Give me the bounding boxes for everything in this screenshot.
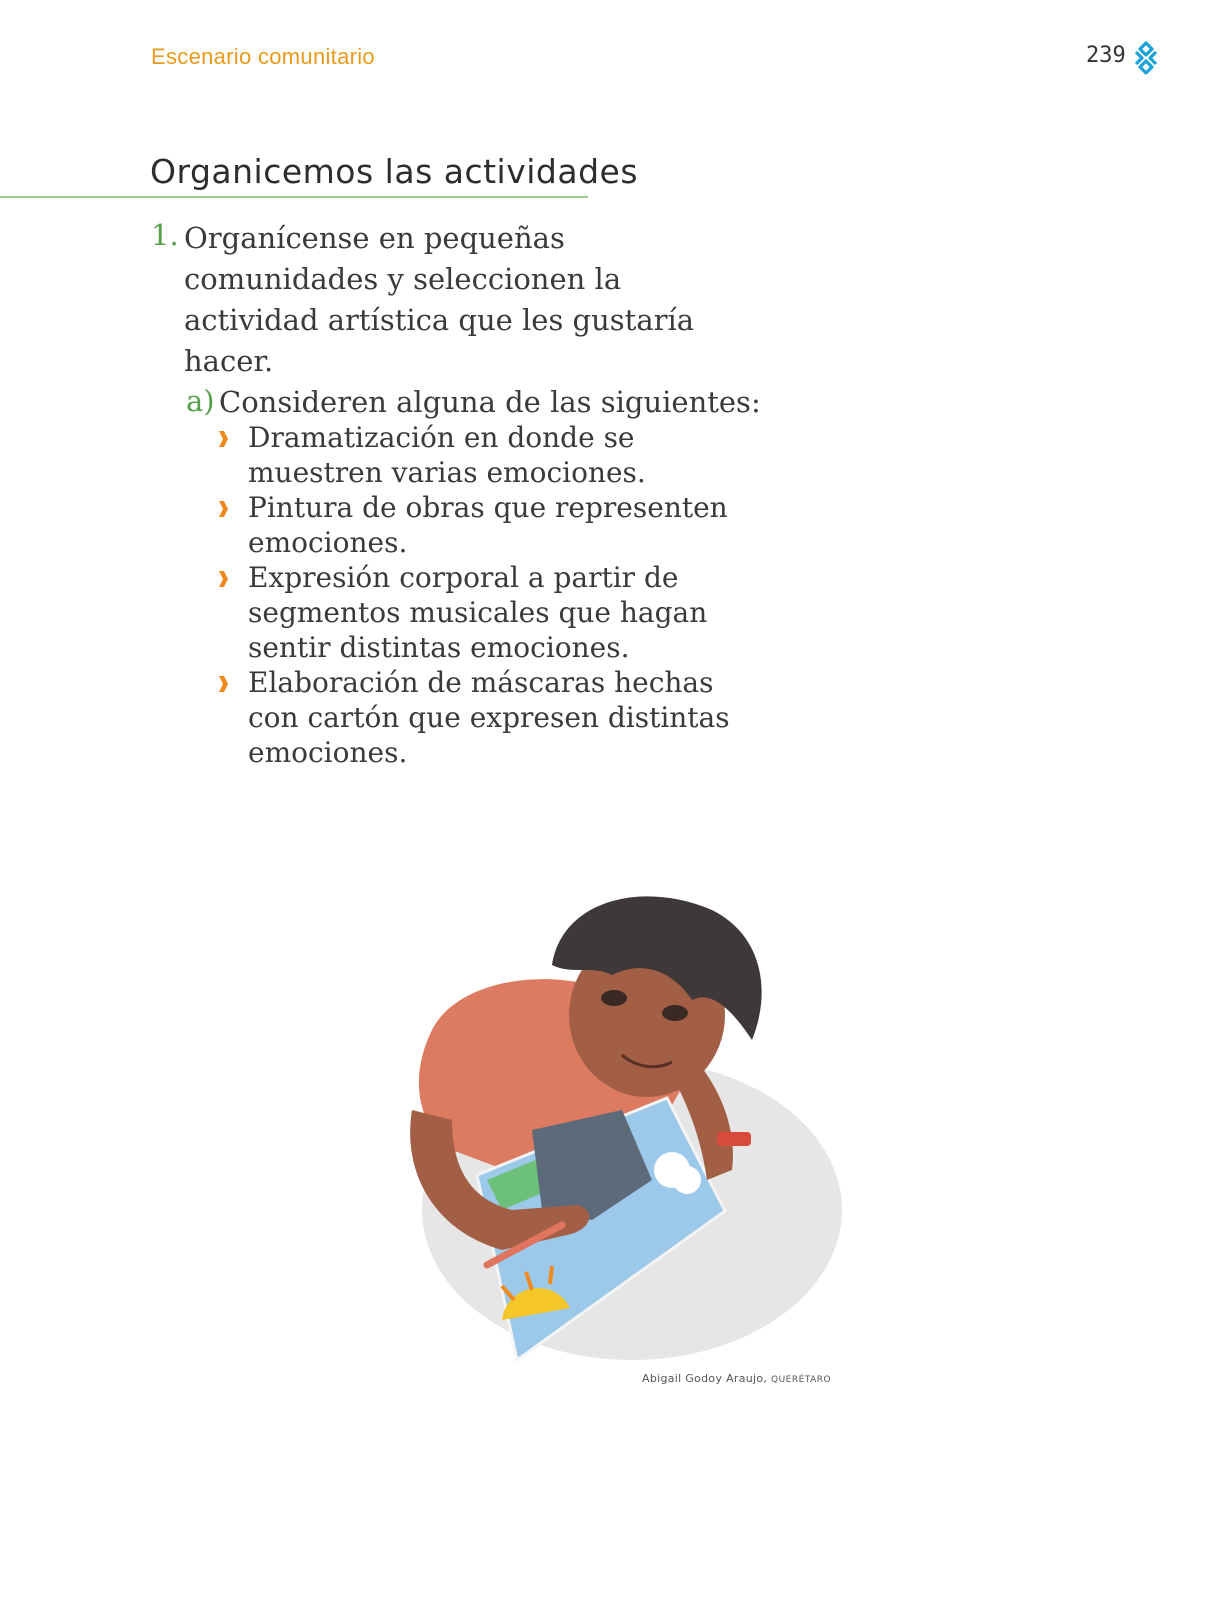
page-number: 239 (1086, 43, 1126, 68)
section-title: Organicemos las actividades (150, 152, 639, 191)
chevron-bullet-icon (218, 500, 229, 518)
activity-text: Organícense en pequeñas comunidades y seleccionen la actividad artística que les gustaría hacer. (184, 221, 695, 378)
list-item-text: Pintura de obras que representen emociones. (248, 491, 728, 559)
chevron-bullet-icon (218, 430, 229, 448)
cross-pattern-logo-icon (1131, 40, 1161, 76)
sub-item-text: Consideren alguna de las siguientes: (219, 385, 761, 419)
list-item-text: Expresión corporal a partir de segmentos musicales que hagan sentir distintas emociones. (248, 561, 708, 664)
list-item (218, 665, 738, 770)
running-head: Escenario comunitario (151, 44, 375, 69)
illustration-credit (642, 1372, 831, 1385)
activity-number: 1. (151, 218, 179, 252)
chevron-bullet-icon (218, 570, 229, 588)
list-item (218, 420, 738, 490)
list-item-text: Elaboración de máscaras hechas con cartón que expresen distintas emociones. (248, 666, 730, 769)
list-item-text: Dramatización en donde se muestren varias emociones. (248, 421, 646, 489)
credit-place: QUERÉTARO (771, 1375, 832, 1385)
list-item (218, 560, 738, 665)
credit-name: Abigail Godoy Araujo, (642, 1372, 768, 1385)
title-underline (0, 196, 588, 198)
chevron-bullet-icon (218, 675, 229, 693)
sub-item-letter: a) (186, 384, 215, 418)
list-item (218, 490, 738, 560)
options-list (218, 420, 738, 770)
boy-drawing-illustration (392, 880, 852, 1400)
